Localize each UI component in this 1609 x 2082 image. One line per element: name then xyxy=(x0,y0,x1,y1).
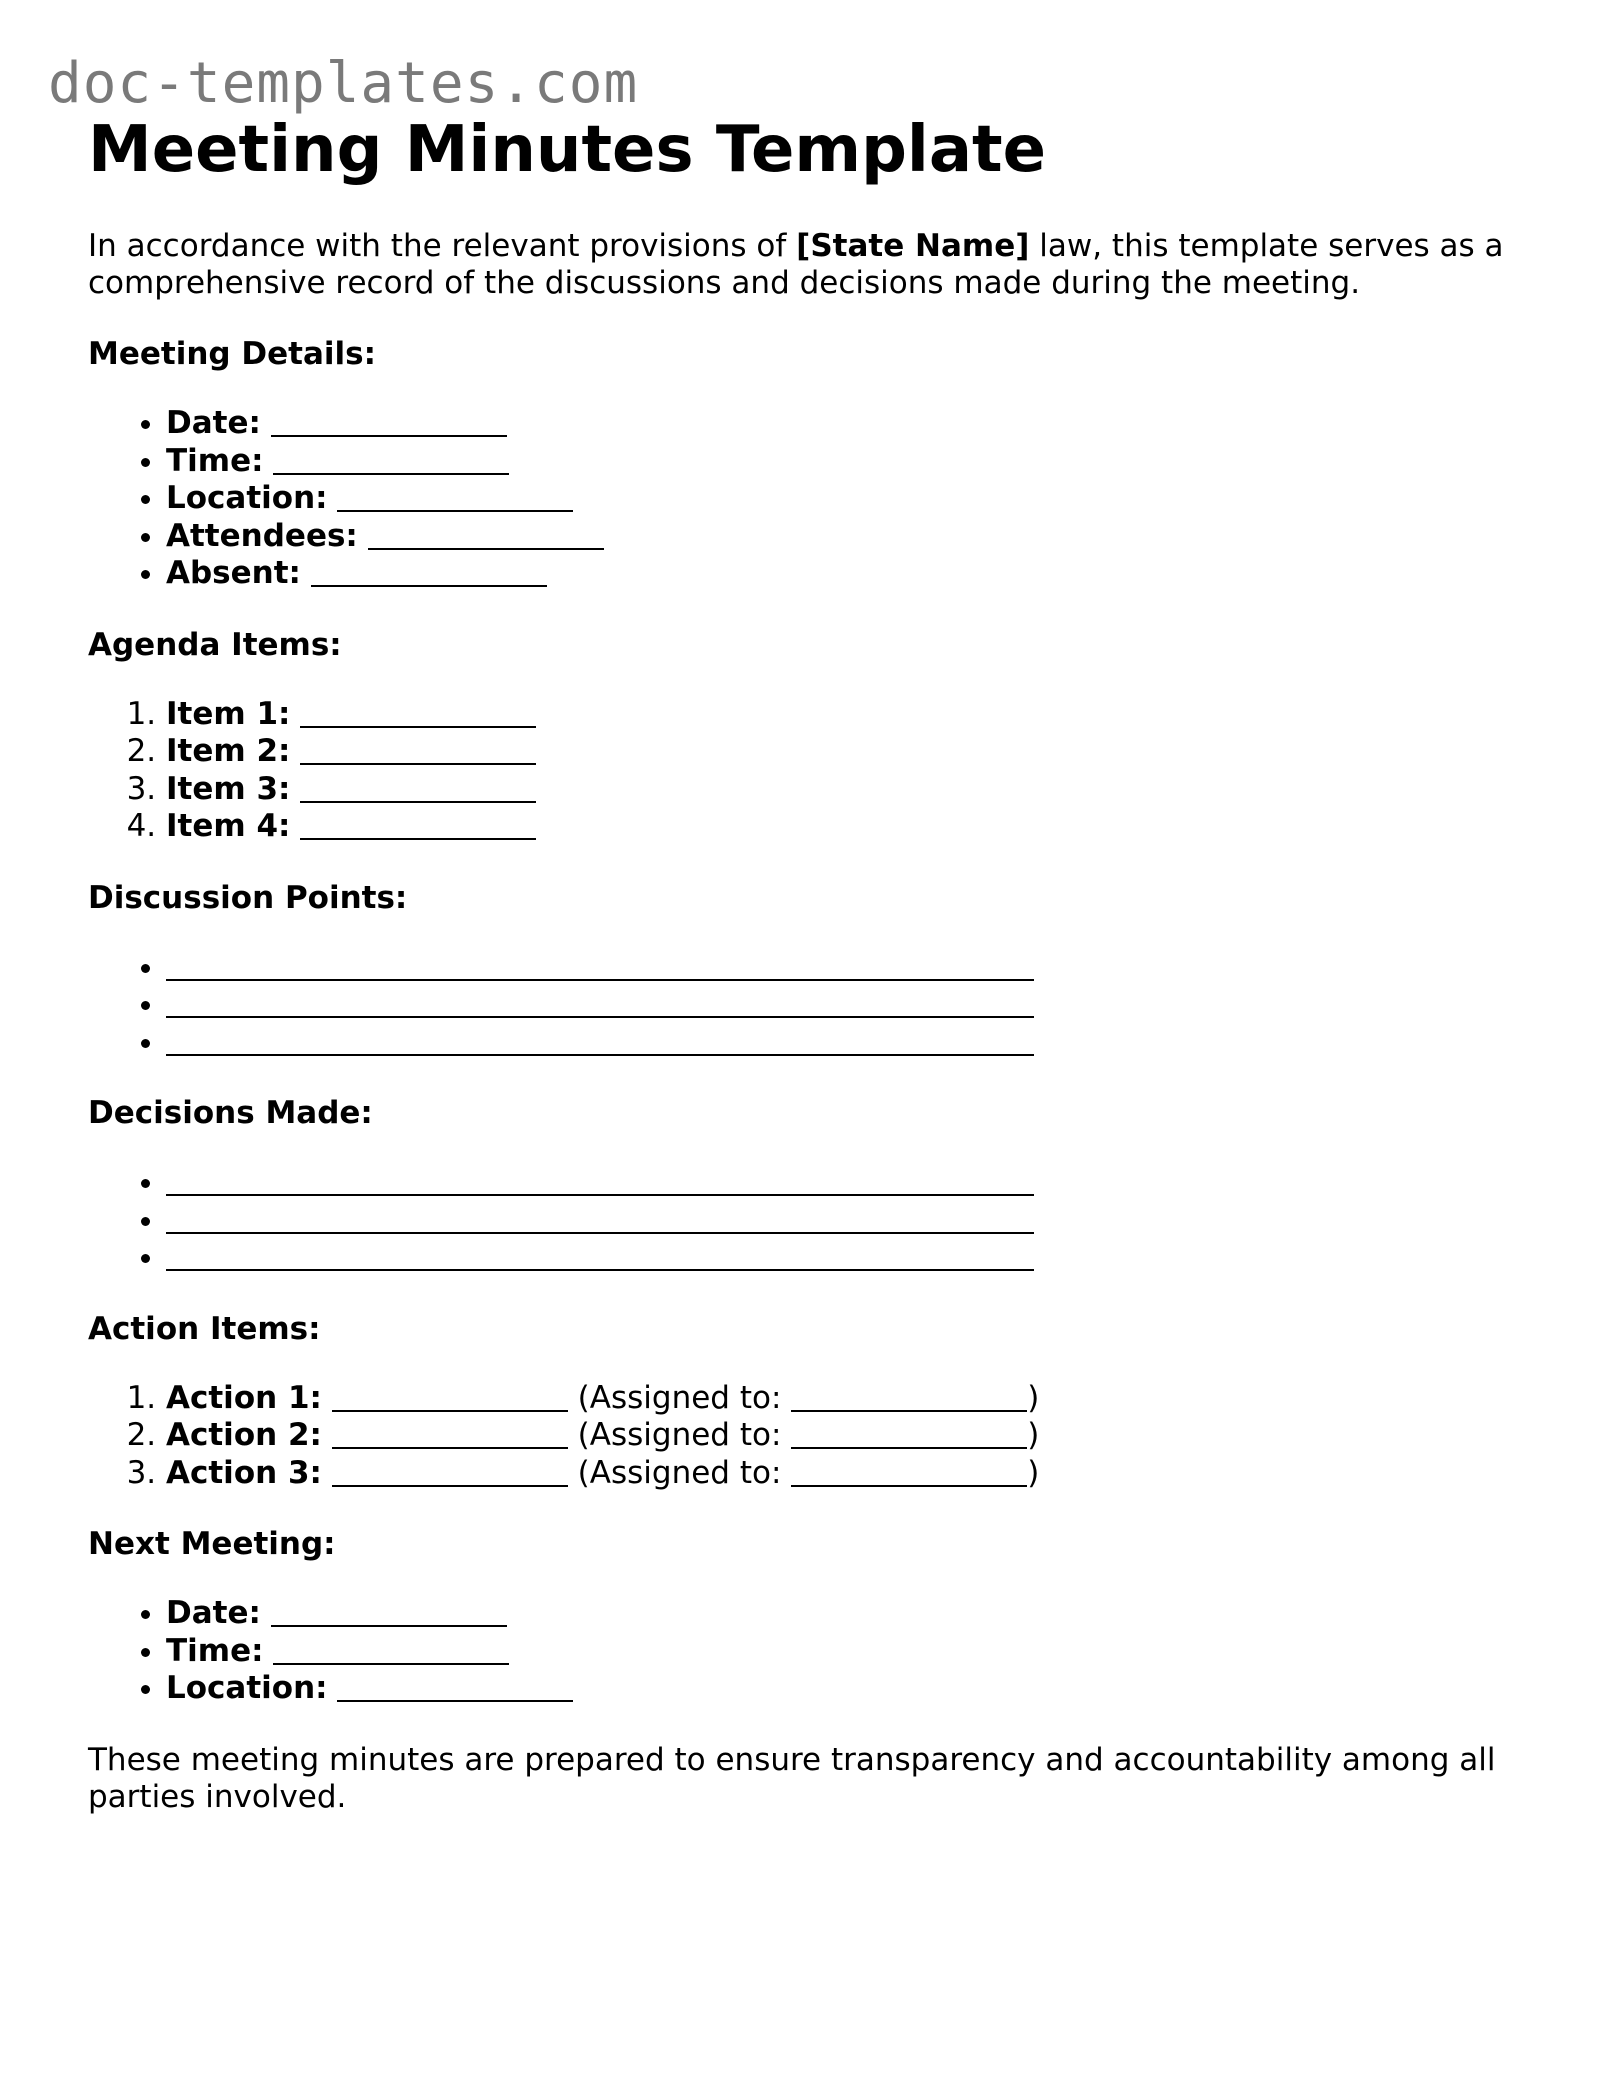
field-label: Item 1: xyxy=(166,695,291,732)
assigned-to-label: (Assigned to: xyxy=(577,1417,782,1453)
blank-line xyxy=(300,696,536,728)
assigned-to-label: (Assigned to: xyxy=(577,1454,782,1491)
blank-line xyxy=(273,1633,509,1665)
blank-line xyxy=(300,808,536,840)
blank-line xyxy=(300,771,536,803)
list-item xyxy=(166,808,1548,846)
field-label: Action 1: xyxy=(166,1379,322,1416)
blank-line xyxy=(166,1239,1034,1271)
page-title: Meeting Minutes Template xyxy=(88,113,1046,187)
list-item xyxy=(166,480,1548,518)
list-item xyxy=(166,1164,1548,1202)
decisions-made-list xyxy=(88,1164,1548,1277)
list-item xyxy=(166,986,1548,1024)
blank-line xyxy=(300,733,536,765)
state-name-placeholder: [State Name] xyxy=(796,228,1030,264)
list-item xyxy=(166,733,1548,771)
blank-line xyxy=(166,949,1034,981)
list-item xyxy=(166,1633,1548,1671)
blank-line xyxy=(273,443,509,475)
discussion-points-heading: Discussion Points: xyxy=(88,879,408,916)
closing-paragraph: These meeting minutes are prepared to ensure transparency and accountability among all parties involved. xyxy=(88,1741,1496,1815)
blank-line xyxy=(166,1024,1034,1056)
list-item xyxy=(166,949,1548,987)
list-item xyxy=(166,1455,1548,1493)
blank-line xyxy=(332,1380,568,1412)
blank-line xyxy=(791,1417,1027,1449)
list-item xyxy=(166,443,1548,481)
assigned-to-label: (Assigned to: xyxy=(577,1379,782,1416)
next-meeting-heading: Next Meeting: xyxy=(88,1526,336,1562)
blank-line xyxy=(791,1380,1027,1412)
field-label: Time: xyxy=(166,442,264,479)
field-label: Absent: xyxy=(166,555,301,591)
blank-line xyxy=(311,555,547,587)
meeting-details-heading: Meeting Details: xyxy=(88,336,376,372)
agenda-items-heading: Agenda Items: xyxy=(88,626,342,663)
blank-line xyxy=(337,1670,573,1702)
assigned-to-close: ) xyxy=(1027,1417,1040,1453)
blank-line xyxy=(332,1417,568,1449)
list-item xyxy=(166,1417,1548,1455)
assigned-to-close: ) xyxy=(1027,1454,1040,1491)
list-item xyxy=(166,1380,1548,1418)
next-meeting-list xyxy=(88,1595,1548,1708)
list-item xyxy=(166,518,1548,556)
watermark: doc-templates.com xyxy=(48,51,639,116)
list-item xyxy=(166,771,1548,809)
list-item xyxy=(166,696,1548,734)
action-items-list xyxy=(88,1380,1548,1493)
list-item xyxy=(166,555,1548,593)
field-label: Location: xyxy=(166,480,328,516)
list-item xyxy=(166,1202,1548,1240)
field-label: Action 3: xyxy=(166,1454,322,1491)
field-label: Item 3: xyxy=(166,770,291,807)
action-items-heading: Action Items: xyxy=(88,1310,321,1347)
list-item xyxy=(166,1670,1548,1708)
blank-line xyxy=(271,405,507,437)
list-item xyxy=(166,1595,1548,1633)
field-label: Date: xyxy=(166,405,261,441)
document-body xyxy=(88,110,1548,1816)
blank-line xyxy=(368,518,604,550)
field-label: Date: xyxy=(166,1595,261,1631)
blank-line xyxy=(166,1202,1034,1234)
list-item xyxy=(166,405,1548,443)
field-label: Location: xyxy=(166,1670,328,1706)
discussion-points-list xyxy=(88,949,1548,1062)
field-label: Item 4: xyxy=(166,808,291,844)
field-label: Action 2: xyxy=(166,1417,322,1453)
blank-line xyxy=(166,986,1034,1018)
blank-line xyxy=(166,1164,1034,1196)
blank-line xyxy=(791,1455,1027,1487)
assigned-to-close: ) xyxy=(1027,1379,1040,1416)
agenda-items-list xyxy=(88,696,1548,846)
intro-text-after: law, this template serves as a comprehensive record of the discussions and decisions made during the meeting. xyxy=(88,228,1504,301)
field-label: Attendees: xyxy=(166,517,358,554)
list-item xyxy=(166,1239,1548,1277)
blank-line xyxy=(271,1595,507,1627)
intro-paragraph xyxy=(88,228,1528,302)
blank-line xyxy=(337,480,573,512)
list-item xyxy=(166,1024,1548,1062)
decisions-made-heading: Decisions Made: xyxy=(88,1095,373,1131)
field-label: Time: xyxy=(166,1632,264,1669)
field-label: Item 2: xyxy=(166,733,291,769)
intro-text-before: In accordance with the relevant provisions of xyxy=(88,228,797,264)
blank-line xyxy=(332,1455,568,1487)
meeting-details-list xyxy=(88,405,1548,593)
